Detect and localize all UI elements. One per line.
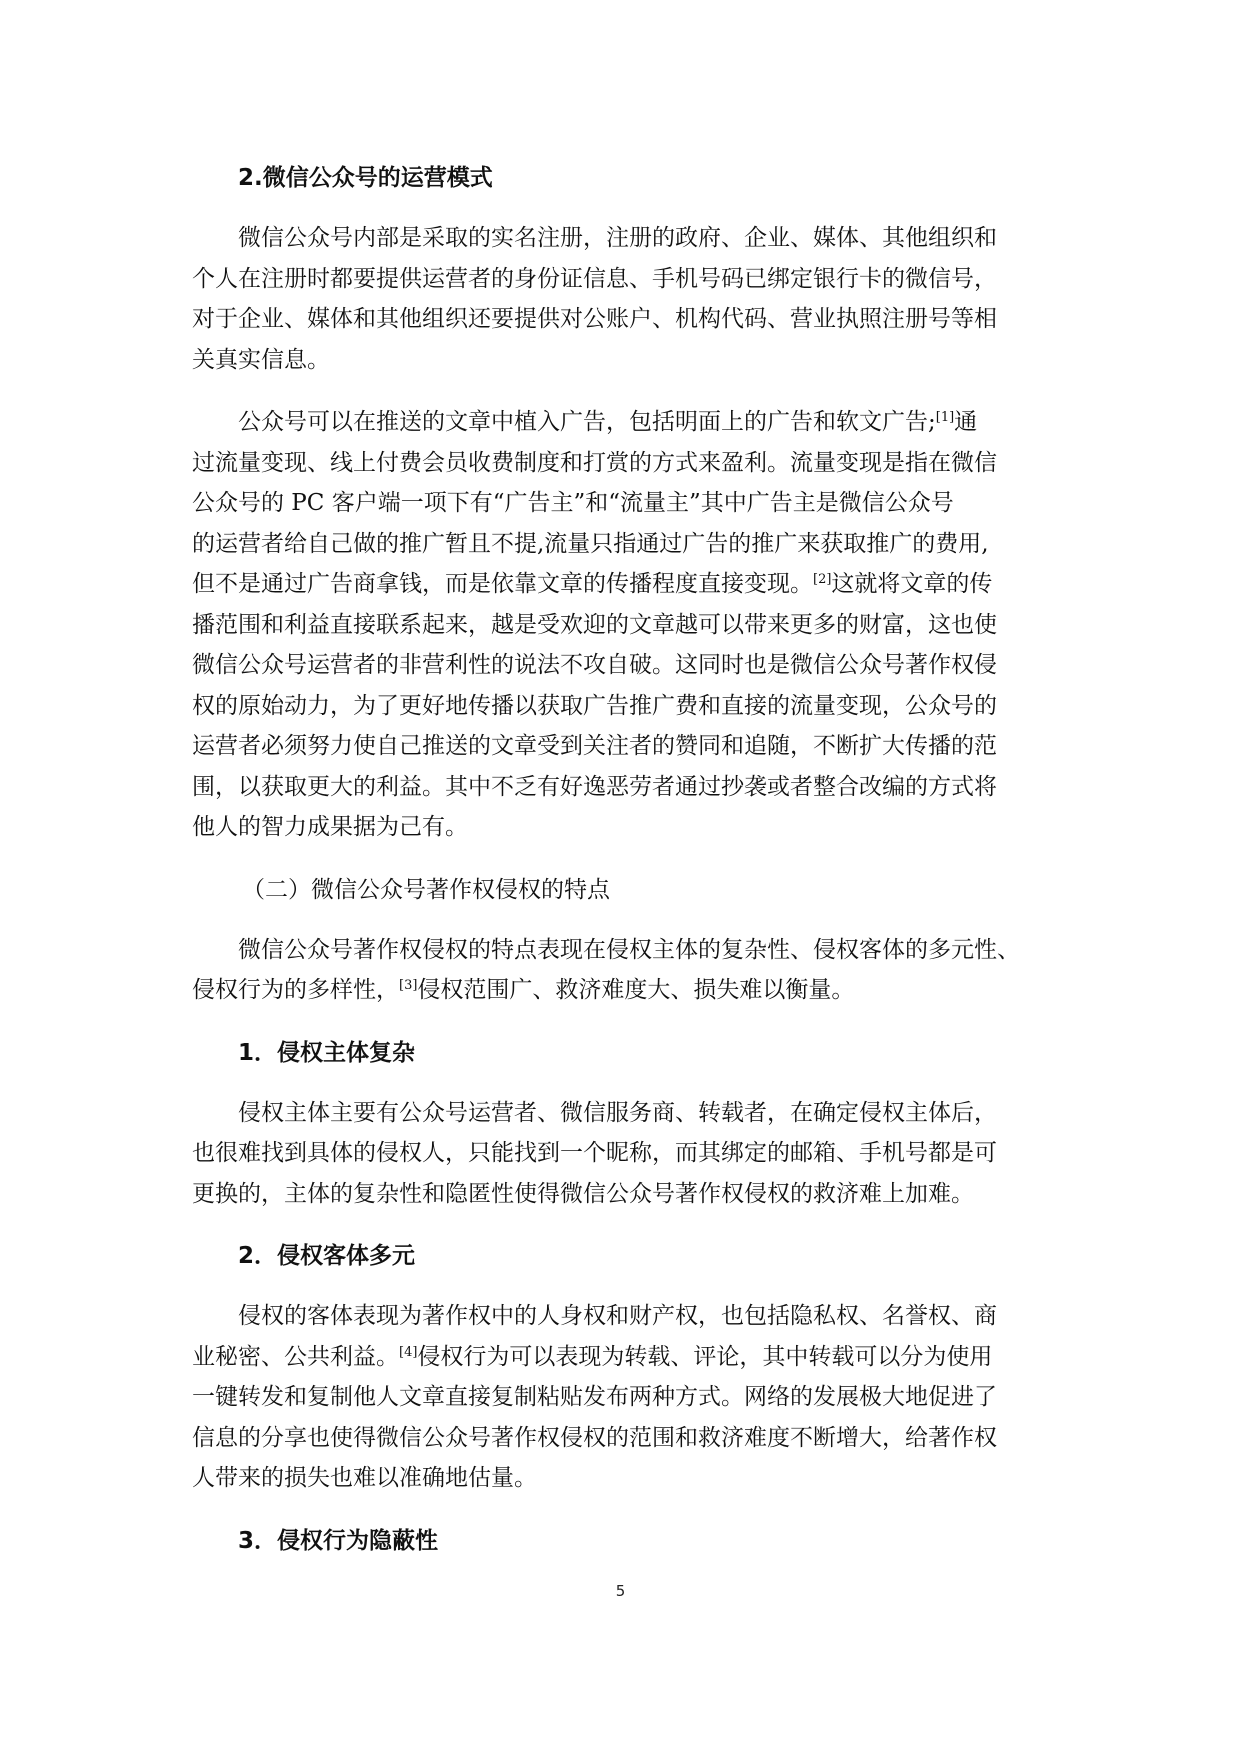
paragraph-diverse-object bbox=[192, 1296, 1052, 1499]
paragraph-complex-subject bbox=[192, 1093, 1052, 1215]
text-line: 公众号的 PC 客户端一项下有“广告主”和“流量主”其中广告主是微信公众号 bbox=[192, 490, 954, 516]
paragraph-real-name-registration bbox=[192, 218, 1052, 380]
text-run: 业秘密、公共利益。 bbox=[192, 1343, 399, 1370]
section-heading-concealed-behavior: 3．侵权行为隐蔽性 bbox=[238, 1527, 439, 1554]
text-line: 一键转发和复制他人文章直接复制粘贴发布两种方式。网络的发展极大地促进了 bbox=[192, 1384, 997, 1410]
text-line: 权的原始动力，为了更好地传播以获取广告推广费和直接的流量变现，公众号的 bbox=[192, 692, 997, 719]
text-line: 微信公众号运营者的非营利性的说法不攻自破。这同时也是微信公众号著作权侵 bbox=[192, 652, 997, 678]
text-line bbox=[192, 1337, 1052, 1378]
text-line: 围，以获取更大的利益。其中不乏有好逸恶劳者通过抄袭或者整合改编的方式将 bbox=[192, 773, 997, 800]
citation-marker: [3] bbox=[399, 978, 418, 993]
text-run: 侵权行为可以表现为转载、评论，其中转载可以分为使用 bbox=[417, 1343, 993, 1370]
text-line: 对于企业、媒体和其他组织还要提供对公账户、机构代码、营业执照注册号等相 bbox=[192, 306, 997, 332]
section-heading-complex-subject: 1．侵权主体复杂 bbox=[238, 1039, 416, 1066]
citation-marker: [4] bbox=[399, 1344, 418, 1360]
paragraph-profit-model bbox=[192, 402, 1052, 848]
text-line: 更换的，主体的复杂性和隐匿性使得微信公众号著作权侵权的救济难上加难。 bbox=[192, 1180, 974, 1207]
section-heading-operation-mode: 2.微信公众号的运营模式 bbox=[238, 165, 493, 191]
text-line: 他人的智力成果据为己有。 bbox=[192, 814, 468, 840]
text-line bbox=[192, 564, 1052, 605]
text-line: 侵权的客体表现为著作权中的人身权和财产权，也包括隐私权、名誉权、商 bbox=[238, 1303, 997, 1329]
text-line: 微信公众号著作权侵权的特点表现在侵权主体的复杂性、侵权客体的多元性、 bbox=[238, 936, 1020, 963]
text-line: 播范围和利益直接联系起来，越是受欢迎的文章越可以带来更多的财富，这也使 bbox=[192, 611, 997, 638]
text-line: 关真实信息。 bbox=[192, 346, 330, 373]
section-heading-diverse-object: 2．侵权客体多元 bbox=[238, 1243, 416, 1269]
text-line bbox=[192, 970, 1052, 1011]
section-heading-infringement-features: （二）微信公众号著作权侵权的特点 bbox=[242, 876, 610, 903]
text-line bbox=[192, 402, 1052, 443]
text-run: 公众号可以在推送的文章中植入广告，包括明面上的广告和软文广告; bbox=[238, 409, 936, 435]
text-run: 侵权范围广、救济难度大、损失难以衡量。 bbox=[417, 977, 855, 1003]
text-line: 的运营者给自己做的推广暂且不提,流量只指通过广告的推广来获取推广的费用, bbox=[192, 530, 989, 557]
text-line: 人带来的损失也难以准确地估量。 bbox=[192, 1465, 537, 1491]
text-line: 微信公众号内部是采取的实名注册，注册的政府、企业、媒体、其他组织和 bbox=[238, 225, 997, 251]
citation-marker: [1] bbox=[935, 410, 955, 425]
text-run: 侵权行为的多样性， bbox=[192, 977, 399, 1003]
page-number: 5 bbox=[615, 1582, 626, 1600]
text-line: 个人在注册时都要提供运营者的身份证信息、手机号码已绑定银行卡的微信号， bbox=[192, 265, 997, 292]
paragraph-features-summary bbox=[192, 930, 1052, 1011]
text-line: 侵权主体主要有公众号运营者、微信服务商、转载者，在确定侵权主体后， bbox=[238, 1099, 997, 1126]
text-run: 但不是通过广告商拿钱，而是依靠文章的传播程度直接变现。 bbox=[192, 571, 813, 597]
citation-marker: [2] bbox=[813, 572, 832, 587]
page-content bbox=[192, 158, 1052, 1581]
text-run: 通 bbox=[954, 409, 978, 435]
text-line: 运营者必须努力使自己推送的文章受到关注者的赞同和追随，不断扩大传播的范 bbox=[192, 733, 997, 759]
text-run: 这就将文章的传 bbox=[831, 571, 993, 597]
text-line: 信息的分享也使得微信公众号著作权侵权的范围和救济难度不断增大，给著作权 bbox=[192, 1424, 997, 1451]
text-line: 过流量变现、线上付费会员收费制度和打赏的方式来盈利。流量变现是指在微信 bbox=[192, 449, 997, 476]
text-line: 也很难找到具体的侵权人，只能找到一个昵称，而其绑定的邮箱、手机号都是可 bbox=[192, 1140, 997, 1166]
